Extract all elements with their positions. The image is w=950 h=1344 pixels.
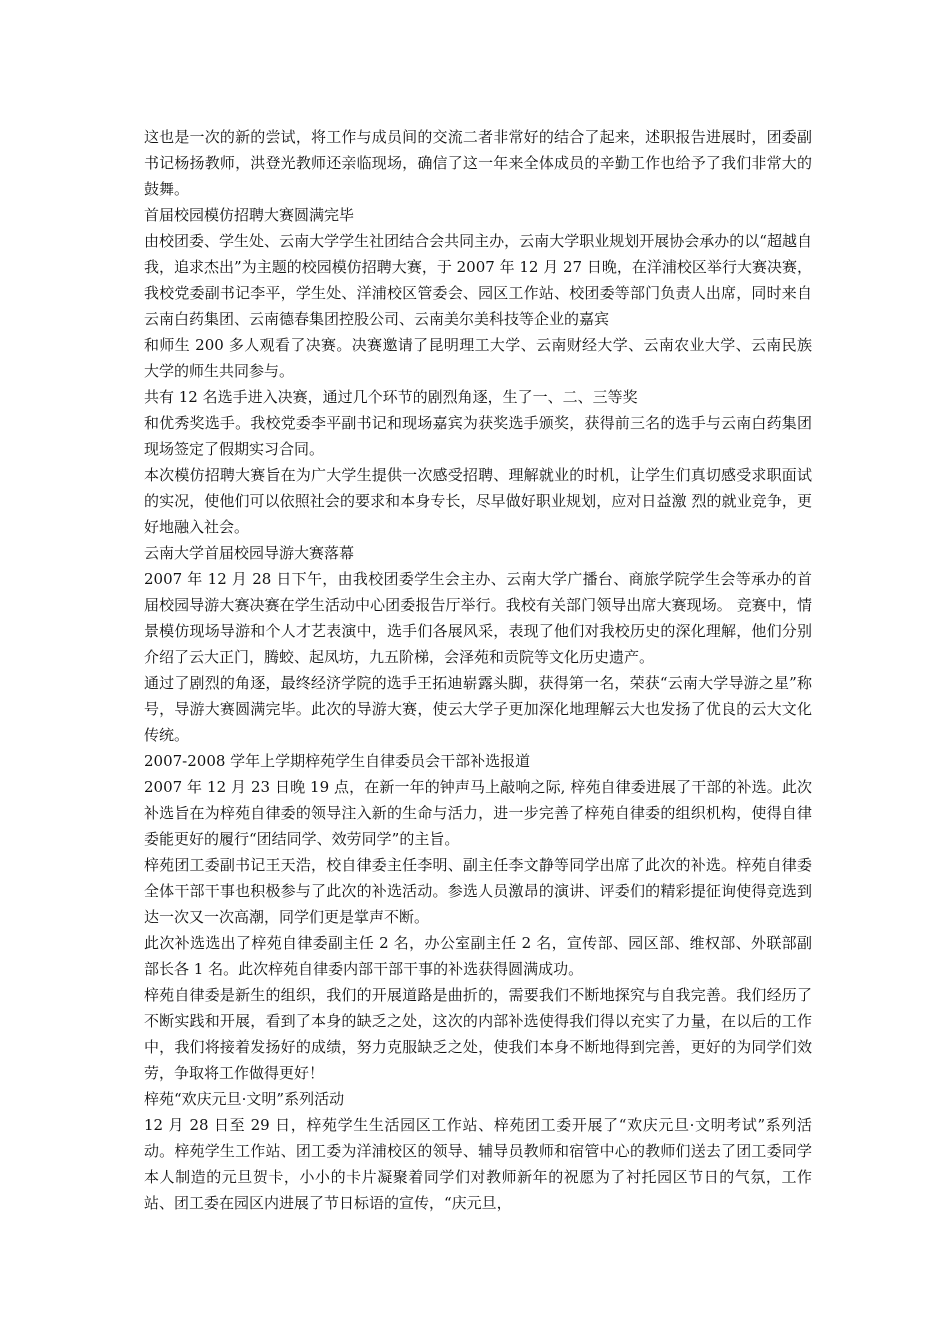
paragraph: 共有 12 名选手进入决赛，通过几个环节的剧烈角逐，生了一、二、三等奖 <box>144 388 638 406</box>
section-heading: 2007-2008 学年上学期梓苑学生自律委员会干部补选报道 <box>144 752 531 770</box>
paragraph: 本次模仿招聘大赛旨在为广大学生提供一次感受招聘、理解就业的时机，让学生们真切感受求职面试的实况，使他们可以依照社会的要求和本身专长，尽早做好职业规划，应对日益激 烈的就业竞争，更好地融入社会。 <box>144 466 812 536</box>
paragraph: 梓苑自律委是新生的组织，我们的开展道路是曲折的，需要我们不断地探究与自我完善。我们经历了不断实践和开展，看到了本身的缺乏之处，这次的内部补选使得我们得以充实了力量，在以后的工作中，我们将接着发扬好的成绩，努力克服缺乏之处，使我们本身不断地得到完善，更好的为同学们效劳，争取将工作做得更好！ <box>144 986 812 1082</box>
paragraph: 通过了剧烈的角逐，最终经济学院的选手王拓迪崭露头脚，获得第一名，荣获“云南大学导游之星”称号，导游大赛圆满完毕。此次的导游大赛，使云大学子更加深化地理解云大也发扬了优良的云大文化传统。 <box>144 674 812 744</box>
paragraph: 和师生 200 多人观看了决赛。决赛邀请了昆明理工大学、云南财经大学、云南农业大学、云南民族大学的师生共同参与。 <box>144 336 812 380</box>
paragraph: 此次补选选出了梓苑自律委副主任 2 名，办公室副主任 2 名，宣传部、园区部、维权部、外联部副部长各 1 名。此次梓苑自律委内部干部干事的补选获得圆满成功。 <box>144 934 812 978</box>
paragraph: 梓苑团工委副书记王天浩，校自律委主任李明、副主任李文静等同学出席了此次的补选。梓苑自律委全体干部干事也积极参与了此次的补选活动。参选人员激昂的演讲、评委们的精彩提征询使得竞选到达一次又一次高潮，同学们更是掌声不断。 <box>144 856 812 926</box>
paragraph: 2007 年 12 月 28 日下午，由我校团委学生会主办、云南大学广播台、商旅学院学生会等承办的首届校园导游大赛决赛在学生活动中心团委报告厅举行。我校有关部门领导出席大赛现场。 竞赛中，情景模仿现场导游和个人才艺表演中，选手们各展风采，表现了他们对我校历史的深化理解，他们分别介绍了云大正门，腾蛟、起凤坊，九五阶梯，会泽苑和贡院等文化历史遗产。 <box>144 570 812 666</box>
section-heading: 首届校园模仿招聘大赛圆满完毕 <box>144 206 355 224</box>
document-page <box>144 124 812 1216</box>
paragraph: 这也是一次的新的尝试，将工作与成员间的交流二者非常好的结合了起来，述职报告进展时，团委副书记杨扬教师，洪登光教师还亲临现场，确信了这一年来全体成员的辛勤工作也给予了我们非常大的鼓舞。 <box>144 128 812 198</box>
section-heading: 云南大学首届校园导游大赛落幕 <box>144 544 355 562</box>
paragraph: 由校团委、学生处、云南大学学生社团结合会共同主办，云南大学职业规划开展协会承办的以“超越自我，追求杰出”为主题的校园模仿招聘大赛，于 2007 年 12 月 27 日晚，在洋浦校区举行大赛决赛，我校党委副书记李平，学生处、洋浦校区管委会、园区工作站、校团委等部门负责人出席，同时来自云南白药集团、云南德春集团控股公司、云南美尔美科技等企业的嘉宾 <box>144 232 812 328</box>
paragraph: 12 月 28 日至 29 日，梓苑学生生活园区工作站、梓苑团工委开展了“欢庆元旦·文明考试”系列活动。梓苑学生工作站、团工委为洋浦校区的领导、辅导员教师和宿管中心的教师们送去了团工委同学本人制造的元旦贺卡，小小的卡片凝聚着同学们对教师新年的祝愿为了衬托园区节日的气氛，工作站、团工委在园区内进展了节日标语的宣传，“庆元旦， <box>144 1116 812 1212</box>
paragraph: 2007 年 12 月 23 日晚 19 点，在新一年的钟声马上敲响之际, 梓苑自律委进展了干部的补选。此次补选旨在为梓苑自律委的领导注入新的生命与活力，进一步完善了梓苑自律委的组织机构，使得自律委能更好的履行“团结同学、效劳同学”的主旨。 <box>144 778 812 848</box>
section-heading: 梓苑“欢庆元旦·文明”系列活动 <box>144 1090 345 1108</box>
paragraph: 和优秀奖选手。我校党委李平副书记和现场嘉宾为获奖选手颁奖，获得前三名的选手与云南白药集团现场签定了假期实习合同。 <box>144 414 812 458</box>
